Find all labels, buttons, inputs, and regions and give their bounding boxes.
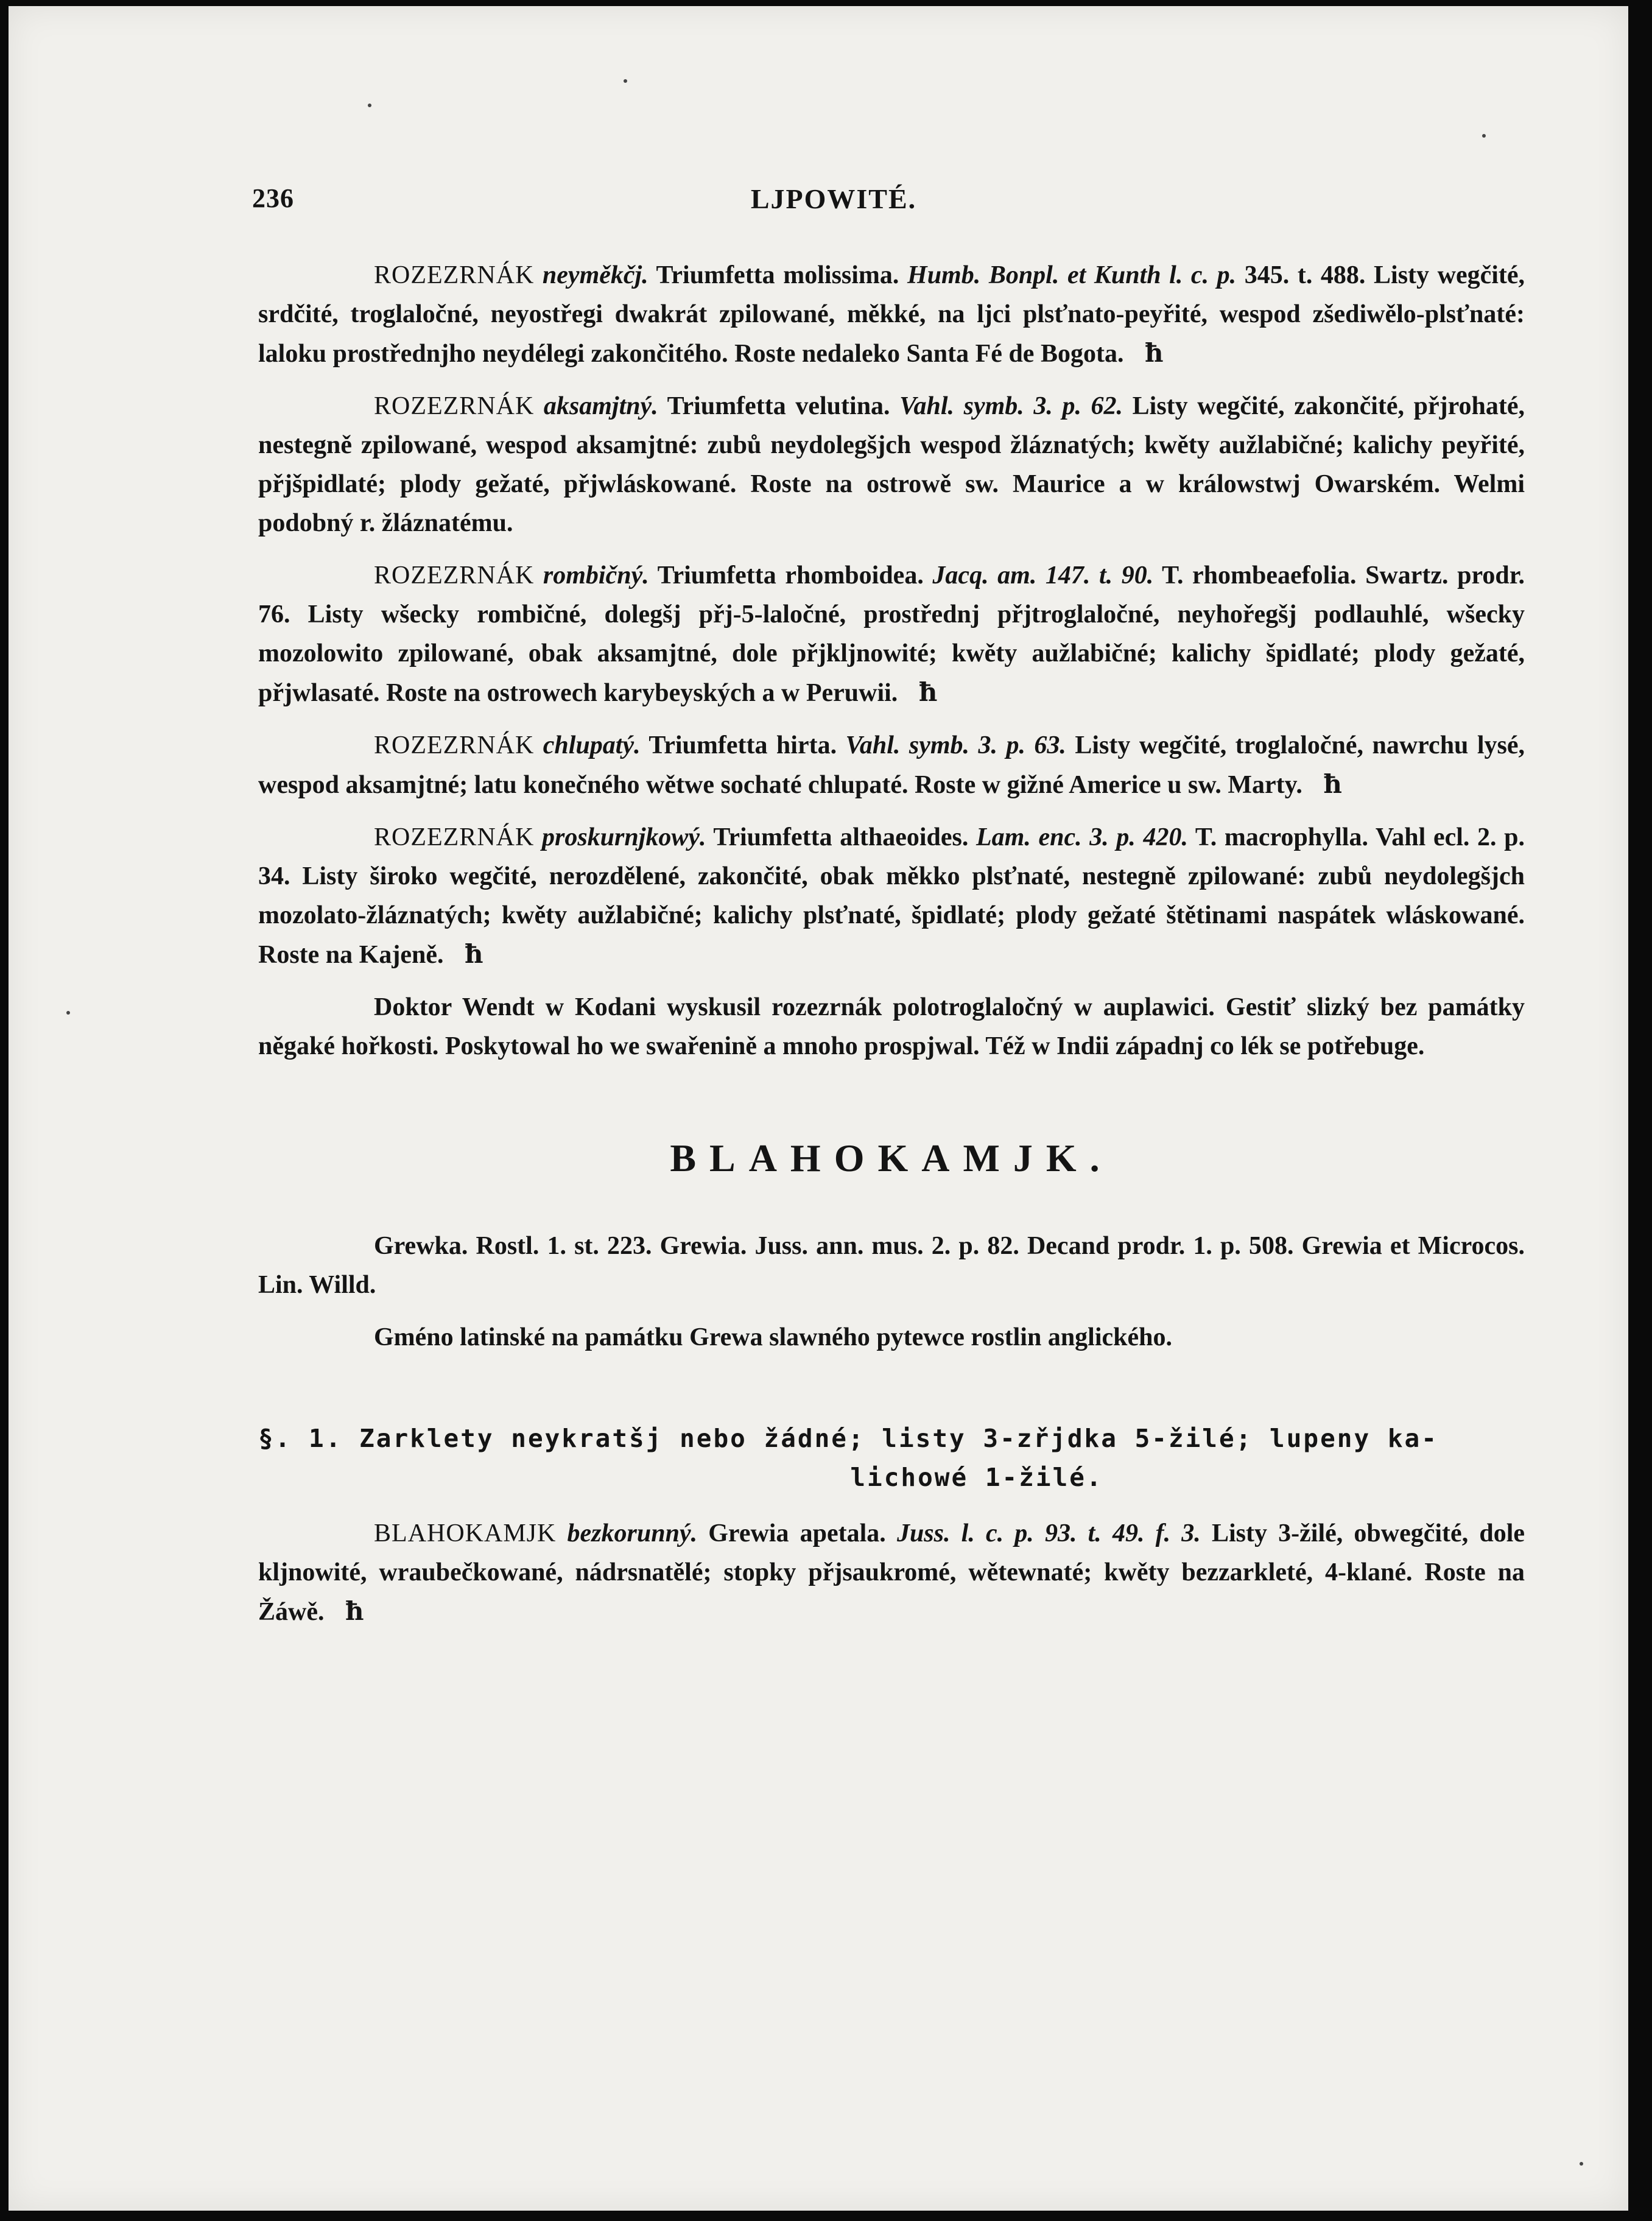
page-content — [258, 256, 1525, 1645]
paper-speck — [368, 104, 371, 107]
subsection-line-2: lichowé 1-žilé. — [850, 1463, 1103, 1492]
entry-epithet: bezkorunný. — [567, 1519, 698, 1547]
grewia-entry — [258, 1514, 1525, 1631]
entry-latin-name: Triumfetta velutina. — [667, 392, 890, 420]
entry-latin-name: Triumfetta althaeoides. — [713, 823, 969, 851]
entry-latin-name: Grewia apetala. — [708, 1519, 886, 1547]
subsection-line-1: §. 1. Zarklety neykratšj nebo žádné; listy 3-zřjdka 5-žilé; lupeny ka- — [258, 1424, 1438, 1453]
entry-text: Listy wegčité, troglaločné, nawrchu lysé, wespod aksamjtné; latu konečného wětwe sochaté chlupaté. Roste w gižné Americe u sw. Marty. — [258, 731, 1525, 799]
page-header — [246, 183, 1421, 225]
entry-genus: ROZEZRNÁK — [374, 823, 535, 851]
shrub-symbol: ħ — [1144, 338, 1164, 368]
shrub-symbol: ħ — [464, 939, 483, 969]
section-title: BLAHOKAMJK. — [670, 1136, 1113, 1180]
paper-speck — [66, 1011, 70, 1015]
entry-authority: Vahl. symb. 3. p. 63. — [845, 731, 1066, 759]
shrub-symbol: ħ — [918, 677, 938, 707]
entry-genus: ROZEZRNÁK — [374, 561, 535, 590]
entry-epithet: neyměkčj. — [542, 261, 648, 289]
entry-genus: BLAHOKAMJK — [374, 1519, 557, 1547]
genus-synonymy: Grewka. Rostl. 1. st. 223. Grewia. Juss. ann. mus. 2. p. 82. Decand prodr. 1. p. 508. Grewia et Microcos. Lin. Willd. — [258, 1232, 1525, 1299]
entry-3 — [258, 556, 1525, 713]
page-number: 236 — [252, 183, 294, 213]
genus-etymology: Gméno latinské na památku Grewa slawného pytewce rostlin anglického. — [374, 1323, 1173, 1351]
shrub-symbol: ħ — [345, 1596, 364, 1626]
entry-epithet: chlupatý. — [543, 731, 641, 759]
entry-authority: Juss. l. c. p. 93. t. 49. f. 3. — [896, 1519, 1201, 1547]
entry-1 — [258, 256, 1525, 373]
entry-4 — [258, 726, 1525, 804]
entry-epithet: aksamjtný. — [543, 392, 658, 420]
entry-text: 345. t. 488. Listy wegčité, srdčité, troglaločné, neyostřegi dwakrát zpilowané, měkké, na ljci plsťnato-peyřité, wespod zšediwělo-plsťnaté: laloku prostřednjho neydélegi zakončitého. Roste nedaleko Santa Fé de Bogota. — [258, 261, 1525, 368]
entry-epithet: proskurnjkowý. — [541, 823, 706, 851]
entry-2 — [258, 387, 1525, 543]
entry-authority: Humb. Bonpl. et Kunth l. c. p. — [907, 261, 1237, 289]
entry-latin-name: Triumfetta hirta. — [648, 731, 837, 759]
entry-genus: ROZEZRNÁK — [374, 731, 535, 759]
entry-latin-name: Triumfetta rhomboidea. — [657, 561, 924, 590]
paper-speck — [1482, 134, 1486, 138]
entry-epithet: rombičný. — [543, 561, 649, 590]
subsection-heading — [258, 1419, 1525, 1497]
entry-text: Listy wegčité, zakončité, přjrohaté, nestegně zpilowané, wespod aksamjtné: zubů neydolegšjch wespod žláznatých; kwěty aužlabičné; kalichy peyřité, přjšpidlaté; plody gežaté, přjwláskowané. Roste na ostrowě sw. Maurice a w králowstwj Owarském. Welmi podobný r. žláznatému. — [258, 392, 1525, 537]
paper-speck — [1580, 2162, 1583, 2166]
entry-genus: ROZEZRNÁK — [374, 261, 535, 289]
entry-text: Listy 3-žilé, obwegčité, dole kljnowité, wraubečkowané, nádrsnatělé; stopky přjsaukromé, wětewnaté; kwěty bezzarkleté, 4-klané. Roste na Žáwě. — [258, 1519, 1525, 1626]
entry-authority: Vahl. symb. 3. p. 62. — [899, 392, 1123, 420]
entry-authority: Jacq. am. 147. t. 90. — [932, 561, 1154, 590]
spacer — [258, 1370, 1525, 1407]
entry-latin-name: Triumfetta molissima. — [656, 261, 899, 289]
entry-authority: Lam. enc. 3. p. 420. — [976, 823, 1188, 851]
medical-note: Doktor Wendt w Kodani wyskusil rozezrnák polotroglaločný w auplawici. Gestiť slizký bez památky něgaké hořkosti. Poskytowal ho we swařenině a mnoho prospjwal. Též w Indii západnj co lék se potřebuge. — [258, 993, 1525, 1060]
entry-text: T. rhombeaefolia. Swartz. prodr. 76. Listy wšecky rombičné, dolegšj přj-5-laločné, prostřednj přjtroglaločné, neyhořegšj podlauhlé, wšecky mozolowito zpilowané, obak aksamjtné, dole přjkljnowité; kwěty aužlabičné; kalichy špidlaté; plody gežaté, přjwlasaté. Roste na ostrowech karybeyských a w Peruwii. — [258, 561, 1525, 707]
entry-genus: ROZEZRNÁK — [374, 392, 535, 420]
running-title: LJPOWITÉ. — [750, 183, 917, 214]
shrub-symbol: ħ — [1323, 769, 1342, 799]
entry-text: T. macrophylla. Vahl ecl. 2. p. 34. Listy široko wegčité, nerozdělené, zakončité, obak měkko plsťnaté, nestegně zpilowané: zubů neydolegšjch mozolato-žláznatých; kwěty aužlabičné; kalichy plsťnaté, špidlaté; plody gežaté štětinami naspátek wláskowané. Roste na Kajeně. — [258, 823, 1525, 969]
paper-speck — [624, 79, 627, 83]
entry-5 — [258, 818, 1525, 974]
book-page — [9, 6, 1628, 2211]
